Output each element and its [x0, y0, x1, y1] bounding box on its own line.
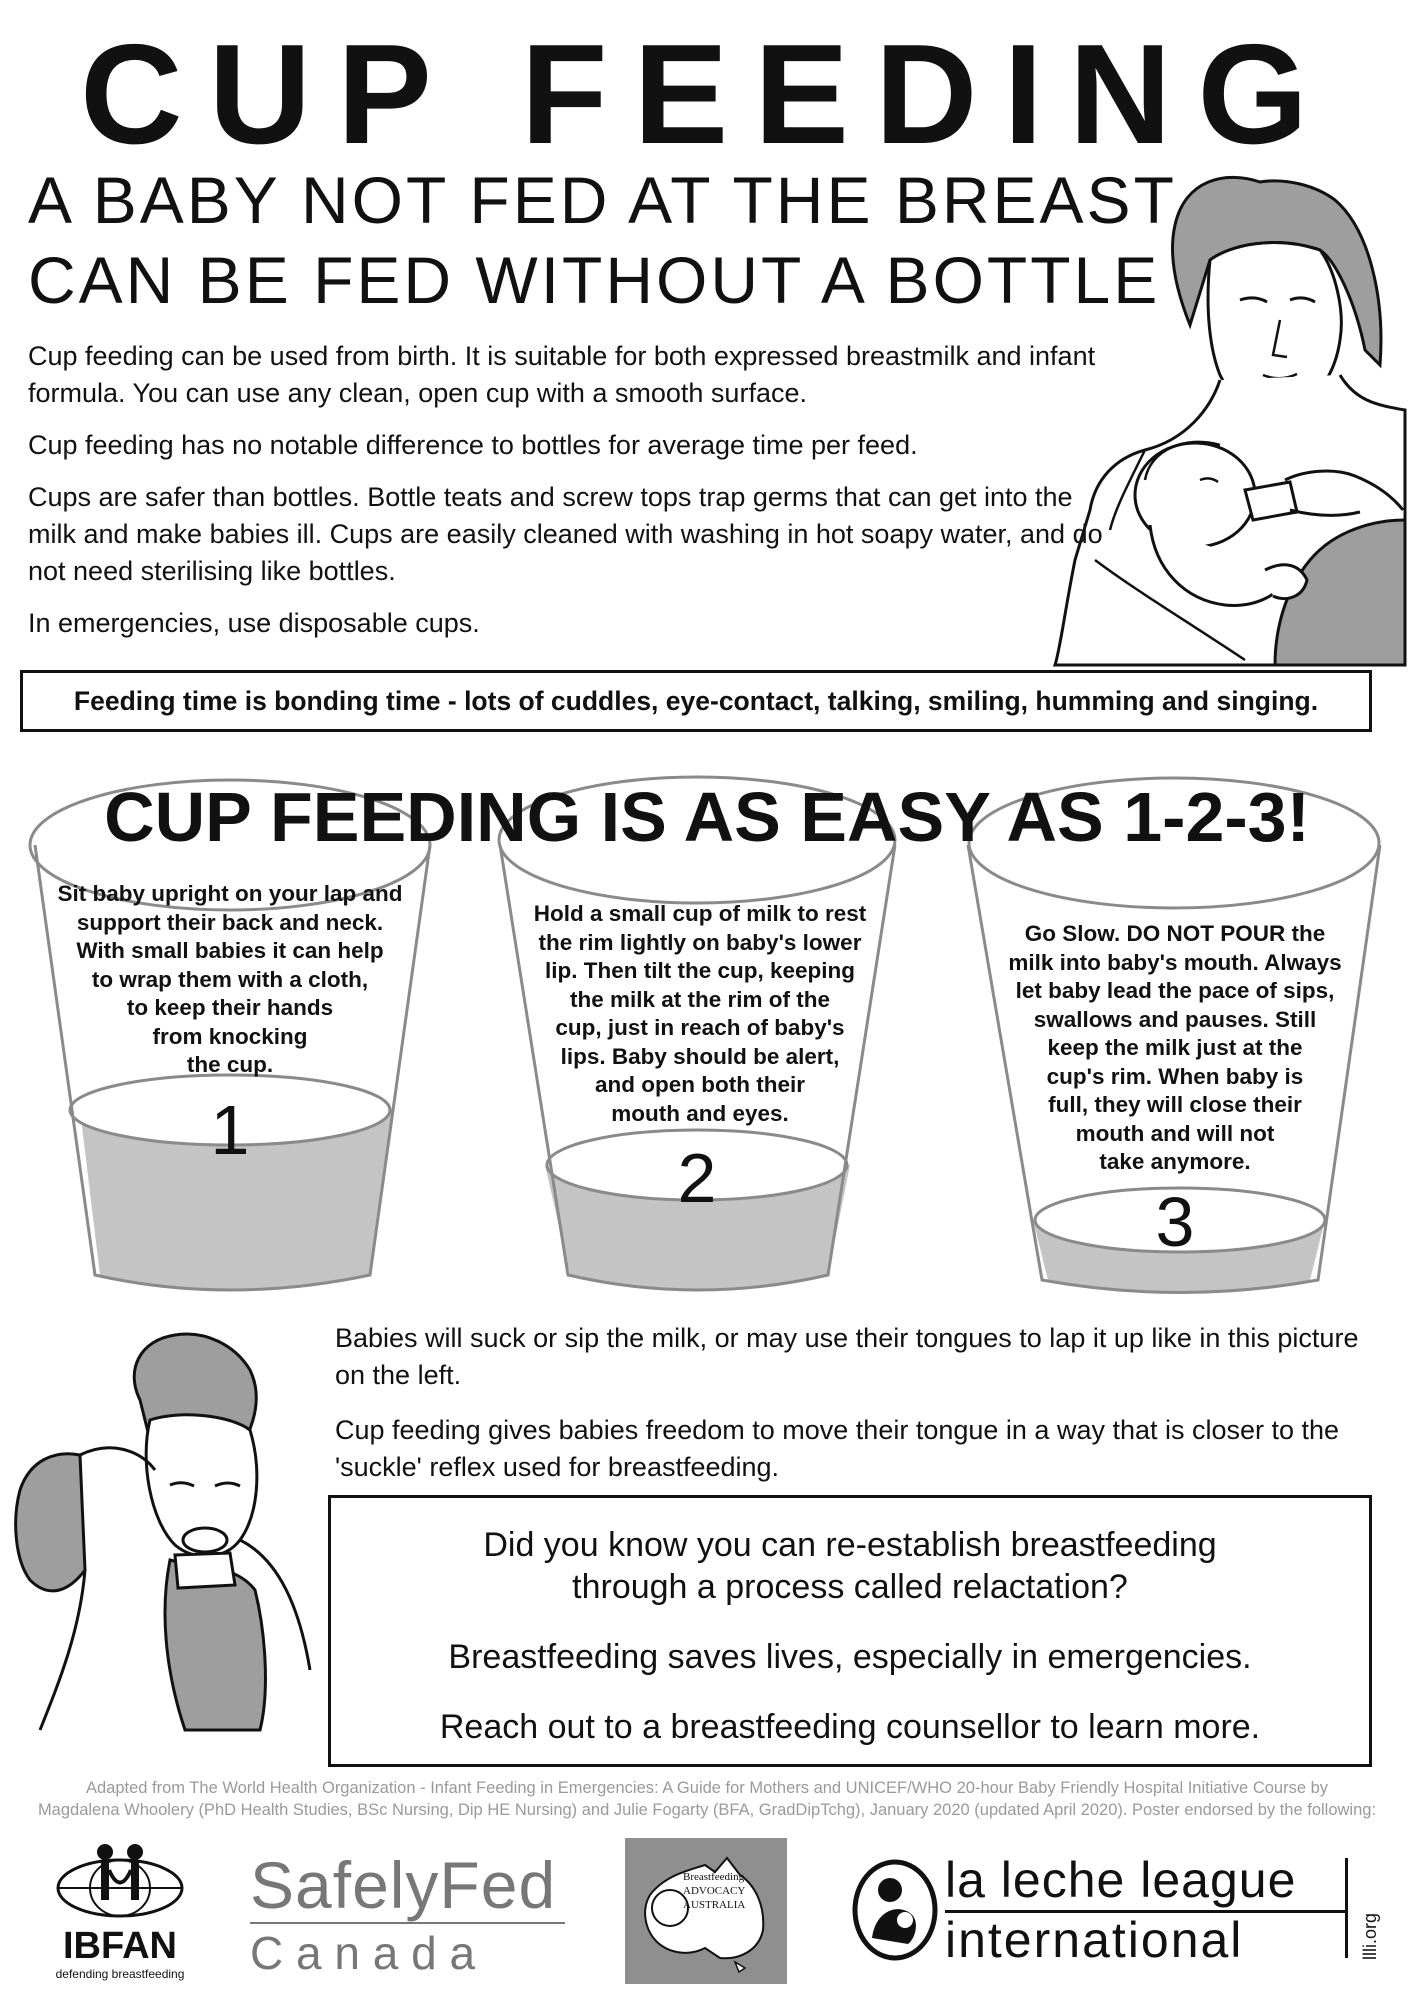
- intro-paragraph: Cups are safer than bottles. Bottle teats and screw tops trap germs that can get into the milk and make babies ill. Cups are easily cleaned with washing in hot soapy water, and do not need sterilising like bottles.: [28, 482, 1103, 586]
- subtitle-line-2: CAN BE FED WITHOUT A BOTTLE: [28, 243, 1161, 317]
- step-3-number: 3: [1155, 1183, 1195, 1261]
- intro-paragraph: Cup feeding can be used from birth. It is suitable for both expressed breastmilk and infant formula. You can use any clean, open cup with a smooth surface.: [28, 341, 1096, 408]
- baa-line: ADVOCACY: [683, 1885, 746, 1897]
- step-line: the rim lightly on baby's lower: [538, 929, 862, 955]
- step-line: cup, just in reach of baby's: [555, 1015, 845, 1040]
- ibfan-tagline: defending breastfeeding: [55, 1967, 185, 1981]
- relactation-callout: [328, 1495, 1372, 1767]
- step-line: let baby lead the pace of sips,: [1015, 978, 1335, 1003]
- step-line: lips. Baby should be alert,: [560, 1043, 840, 1069]
- safelyfed-country: C a n a d a: [250, 1927, 476, 1979]
- intro-paragraph: In emergencies, use disposable cups.: [28, 608, 480, 638]
- step-1-number: 1: [210, 1091, 250, 1169]
- credit-text: [20, 1777, 1394, 1821]
- step-line: Go Slow. DO NOT POUR the: [1024, 921, 1326, 946]
- safelyfed-name: SafelyFed: [250, 1848, 557, 1922]
- step-2-number: 2: [677, 1139, 717, 1217]
- safelyfed-logo: [250, 1850, 580, 1978]
- step-line: mouth and will not: [1075, 1120, 1275, 1146]
- credit-line: Magdalena Whoolery (PhD Health Studies, BSc Nursing, Dip HE Nursing) and Julie Fogarty (BFA, GradDipTchg), January 2020 (updated April 2020). Poster endorsed by the following:: [37, 1801, 1377, 1819]
- easy-heading: CUP FEEDING IS AS EASY AS 1-2-3!: [104, 778, 1310, 856]
- bonding-banner: Feeding time is bonding time - lots of cuddles, eye-contact, talking, smiling, humming and singing.: [20, 670, 1372, 732]
- ibfan-logo: [45, 1840, 195, 1980]
- step-line: to wrap them with a cloth,: [91, 966, 369, 992]
- intro-paragraph: Cup feeding has no notable difference to bottles for average time per feed.: [28, 430, 918, 460]
- lapping-paragraph: Cup feeding gives babies freedom to move their tongue in a way that is closer to the 'suckle' reflex used for breastfeeding.: [335, 1415, 1340, 1482]
- step-line: lip. Then tilt the cup, keeping: [544, 958, 855, 983]
- step-line: the cup.: [186, 1052, 274, 1077]
- step-line: support their back and neck.: [76, 909, 384, 935]
- globe-icon: [45, 1840, 195, 1920]
- callout-line: through a process called relactation?: [572, 1568, 1128, 1606]
- callout-line: Breastfeeding saves lives, especially in emergencies.: [448, 1638, 1252, 1676]
- step-line: keep the milk just at the: [1047, 1035, 1303, 1060]
- step-line: mouth and eyes.: [611, 1100, 789, 1126]
- step-line: Sit baby upright on your lap and: [57, 881, 403, 906]
- step-2-text: [510, 900, 890, 1128]
- poster-title: CUP FEEDING: [80, 15, 1334, 174]
- step-line: take anymore.: [1099, 1149, 1251, 1174]
- subtitle-line-1: A BABY NOT FED AT THE BREAST: [28, 163, 1177, 237]
- baa-text: [683, 1870, 783, 1912]
- step-line: the milk at the rim of the: [569, 986, 831, 1012]
- poster-subtitle: [28, 160, 1177, 320]
- baa-line: Breastfeeding: [683, 1871, 745, 1883]
- lapping-text: [335, 1320, 1365, 1504]
- llli-logo: [850, 1850, 1390, 1970]
- llli-url: llli.org: [1360, 1912, 1380, 1960]
- step-line: With small babies it can help: [76, 938, 384, 963]
- mother-baby-icon: [850, 1858, 940, 1962]
- baby-lapping-illustration: [0, 1310, 330, 1750]
- step-line: and open both their: [595, 1072, 805, 1097]
- intro-text: [28, 338, 1118, 657]
- step-1-text: [40, 880, 420, 1080]
- step-line: Hold a small cup of milk to rest: [533, 901, 867, 926]
- credit-line: Adapted from The World Health Organization - Infant Feeding in Emergencies: A Guide for Mothers and UNICEF/WHO 20-hour Baby Friendly Hospital Initiative Course by: [85, 1779, 1329, 1797]
- step-3-text: [980, 920, 1370, 1177]
- baa-line: AUSTRALIA: [683, 1899, 746, 1911]
- llli-name-line-1: la leche league: [945, 1852, 1297, 1908]
- llli-name-line-2: international: [945, 1912, 1244, 1968]
- step-line: to keep their hands: [126, 995, 334, 1020]
- step-line: full, they will close their: [1048, 1092, 1302, 1117]
- step-line: swallows and pauses. Still: [1033, 1006, 1317, 1032]
- australia-map-icon: [635, 1850, 777, 1974]
- step-line: milk into baby's mouth. Always: [1008, 949, 1342, 975]
- safelyfed-divider: [250, 1922, 565, 1924]
- step-line: cup's rim. When baby is: [1046, 1063, 1304, 1089]
- step-line: from knocking: [152, 1023, 308, 1049]
- ibfan-name: IBFAN: [63, 1925, 177, 1967]
- llli-vertical-divider: [1345, 1858, 1348, 1958]
- baa-logo: [625, 1838, 787, 1984]
- callout-line: Reach out to a breastfeeding counsellor to learn more.: [439, 1708, 1261, 1746]
- callout-line: Did you know you can re-establish breastfeeding: [483, 1526, 1217, 1564]
- lapping-paragraph: Babies will suck or sip the milk, or may use their tongues to lap it up like in this picture on the left.: [335, 1323, 1359, 1390]
